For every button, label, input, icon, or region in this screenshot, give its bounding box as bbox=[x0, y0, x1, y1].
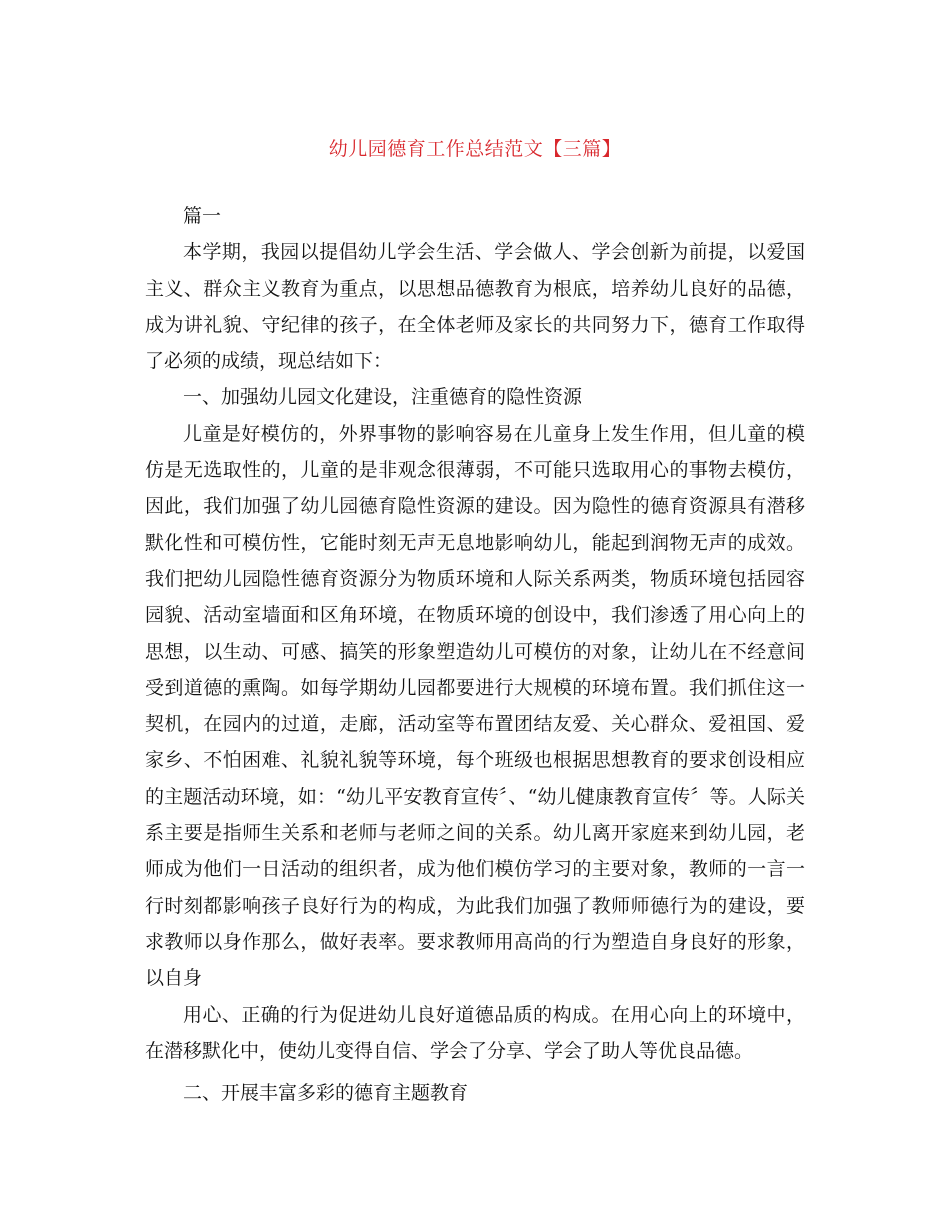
intro-paragraph: 本学期，我园以提倡幼儿学会生活、学会做人、学会创新为前提，以爱国主义、群众主义教育为重点，以思想品德教育为根底，培养幼儿良好的品德，成为讲礼貌、守纪律的孩子，在全体老师及家长的共同努力下，德育工作取得了必须的成绩，现总结如下： bbox=[145, 241, 805, 373]
document-title: 幼儿园德育工作总结范文【三篇】 bbox=[328, 138, 622, 160]
body-paragraph-1: 儿童是好模仿的，外界事物的影响容易在儿童身上发生作用，但儿童的模仿是无选取性的，儿童的是非观念很薄弱，不可能只选取用心的事物去模仿，因此，我们加强了幼儿园德育隐性资源的建设。因为隐性的德育资源具有潜移默化性和可模仿性，它能时刻无声无息地影响幼儿，能起到润物无声的成效。我们把幼儿园隐性德育资源分为物质环境和人际关系两类，物质环境包括园容园貌、活动室墙面和区角环境，在物质环境的创设中，我们渗透了用心向上的思想，以生动、可感、搞笑的形象塑造幼儿可模仿的对象，让幼儿在不经意间受到道德的熏陶。如每学期幼儿园都要进行大规模的环境布置。我们抓住这一契机，在园内的过道，走廊，活动室等布置团结友爱、关心群众、爱祖国、爱家乡、不怕困难、礼貌礼貌等环境，每个班级也根据思想教育的要求创设相应的主题活动环境，如：“幼儿平安教育宣传〞、“幼儿健康教育宣传〞等。人际关系主要是指师生关系和老师与老师之间的关系。幼儿离开家庭来到幼儿园，老师成为他们一日活动的组织者，成为他们模仿学习的主要对象，教师的一言一行时刻都影响孩子良好行为的构成，为此我们加强了教师师德行为的建设，要求教师以身作那么，做好表率。要求教师用高尚的行为塑造自身良好的形象，以自身 bbox=[145, 422, 805, 990]
section-heading-1: 一、加强幼儿园文化建设，注重德育的隐性资源 bbox=[183, 386, 583, 409]
section-heading-2: 二、开展丰富多彩的德育主题教育 bbox=[183, 1082, 469, 1105]
document-body bbox=[145, 198, 805, 1111]
section-label: 篇一 bbox=[183, 205, 222, 227]
body-paragraph-2: 用心、正确的行为促进幼儿良好道德品质的构成。在用心向上的环境中，在潜移默化中，使幼儿变得自信、学会了分享、学会了助人等优良品德。 bbox=[145, 1003, 805, 1062]
